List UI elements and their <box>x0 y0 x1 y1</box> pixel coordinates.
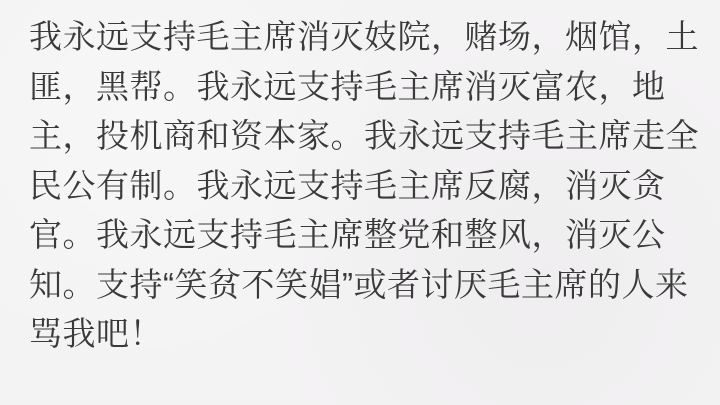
text-line-4: 民公有制。我永远支持毛主席反腐，消灭贪 <box>29 166 666 204</box>
text-line-2: 匪，黑帮。我永远支持毛主席消灭富农，地 <box>29 67 666 105</box>
text-line-1: 我永远支持毛主席消灭妓院，赌场，烟馆，土 <box>29 18 699 55</box>
text-line-6: 知。支持“笑贫不笑娼”或者讨厌毛主席的人来 <box>29 265 689 303</box>
text-line-7: 骂我吧！ <box>29 315 163 352</box>
statement-text-block <box>29 12 710 359</box>
text-line-3: 主，投机商和资本家。我永远支持毛主席走全 <box>29 117 699 154</box>
text-line-5: 官。我永远支持毛主席整党和整风，消灭公 <box>29 216 666 253</box>
